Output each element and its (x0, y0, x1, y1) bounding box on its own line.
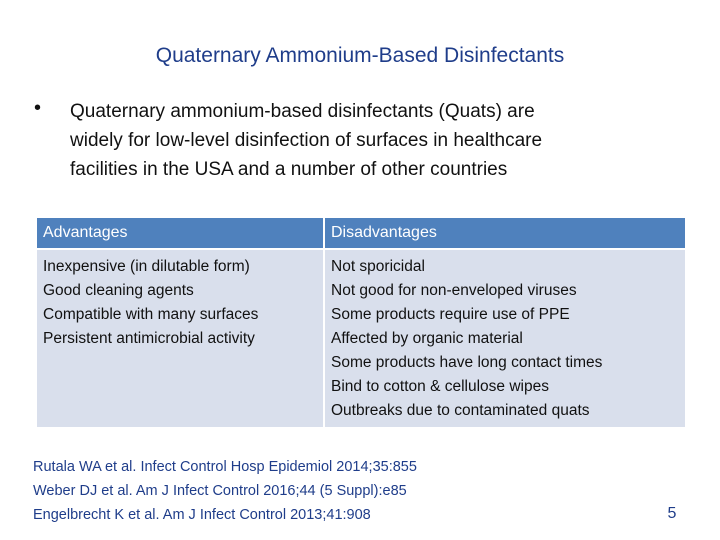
references (33, 455, 417, 527)
disadvantage-item: Not good for non-enveloped viruses (331, 282, 577, 299)
bullet-icon: • (34, 97, 42, 119)
advantages-cell (37, 249, 324, 427)
advantage-item: Good cleaning agents (43, 282, 194, 299)
disadvantages-cell (324, 249, 685, 427)
disadvantage-item: Affected by organic material (331, 330, 523, 347)
pros-cons-table (37, 218, 685, 427)
bullet-line: facilities in the USA and a number of other countries (70, 159, 508, 180)
bullet-line: widely for low-level disinfection of surfaces in healthcare (70, 130, 543, 151)
disadvantage-item: Outbreaks due to contaminated quats (331, 402, 590, 419)
bullet-point (34, 97, 694, 184)
advantage-item: Compatible with many surfaces (43, 306, 259, 323)
disadvantage-item: Some products require use of PPE (331, 306, 570, 323)
advantage-item: Persistent antimicrobial activity (43, 330, 255, 347)
slide-title: Quaternary Ammonium-Based Disinfectants (155, 44, 565, 67)
bullet-line: Quaternary ammonium-based disinfectants (Quats) are (70, 101, 535, 122)
reference-item: Weber DJ et al. Am J Infect Control 2016;44 (5 Suppl):e85 (33, 483, 407, 499)
bullet-text (70, 97, 694, 184)
advantages-header: Advantages (37, 218, 324, 249)
reference-item: Rutala WA et al. Infect Control Hosp Epidemiol 2014;35:855 (33, 459, 417, 475)
disadvantage-item: Bind to cotton & cellulose wipes (331, 378, 549, 395)
table-header-row (37, 218, 685, 249)
page-number: 5 (667, 505, 677, 522)
table-row (37, 249, 685, 427)
disadvantages-header: Disadvantages (324, 218, 685, 249)
disadvantage-item: Not sporicidal (331, 258, 425, 275)
reference-item: Engelbrecht K et al. Am J Infect Control 2013;41:908 (33, 507, 371, 523)
disadvantage-item: Some products have long contact times (331, 354, 603, 371)
advantage-item: Inexpensive (in dilutable form) (43, 258, 250, 275)
